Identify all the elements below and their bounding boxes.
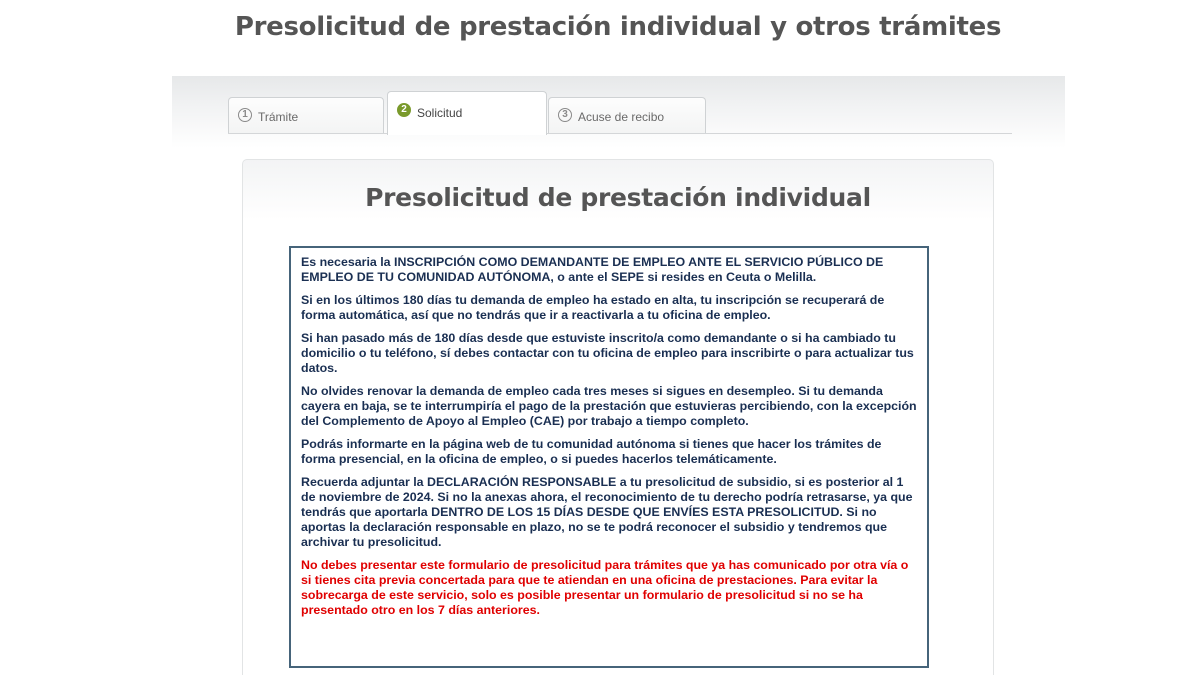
tab-solicitud[interactable] <box>387 91 547 135</box>
notice-box <box>289 246 929 668</box>
notice-paragraph-renovar: No olvides renovar la demanda de empleo cada tres meses si sigues en desempleo. Si tu demanda cayera en baja, se te interrumpiría el pago de la prestación que estuvieras percibiendo, con la excepción del Complemento de Apoyo al Empleo (CAE) por trabajo a tiempo completo. <box>301 384 917 428</box>
tab-tramite[interactable] <box>228 97 384 133</box>
tabs-baseline <box>228 133 1012 134</box>
notice-paragraph-declaracion: Recuerda adjuntar la DECLARACIÓN RESPONSABLE a tu presolicitud de subsidio, si es posterior al 1 de noviembre de 2024. Si no la anexas ahora, el reconocimiento de tu derecho podría retrasarse, ya que tendrás que aportarla DENTRO DE LOS 15 DÍAS DESDE QUE ENVÍES ESTA PRESOLICITUD. Si no aportas la declaración responsable en plazo, no se te podrá reconocer el subsidio y tendremos que archivar tu presolicitud. <box>301 475 913 549</box>
tab-acuse-de-recibo[interactable] <box>548 97 706 133</box>
step-1-circle-icon: 1 <box>238 108 252 122</box>
notice-paragraph-180-dias-pasados: Si han pasado más de 180 días desde que estuviste inscrito/a como demandante o si ha cambiado tu domicilio o tu teléfono, sí debes contactar con tu oficina de empleo para inscribirte o para actualizar tus datos. <box>301 331 914 375</box>
page-title: Presolicitud de prestación individual y otros trámites <box>234 12 1002 42</box>
notice-paragraph-inscripcion: Es necesaria la INSCRIPCIÓN COMO DEMANDANTE DE EMPLEO ANTE EL SERVICIO PÚBLICO DE EMPLEO DE TU COMUNIDAD AUTÓNOMA, o ante el SEPE si resides en Ceuta o Melilla. <box>301 255 884 284</box>
step-3-circle-icon: 3 <box>558 108 572 122</box>
notice-paragraph-informarte: Podrás informarte en la página web de tu comunidad autónoma si tienes que hacer los trámites de forma presencial, en la oficina de empleo, o si puedes hacerlos telemáticamente. <box>301 437 882 466</box>
notice-warning: No debes presentar este formulario de presolicitud para trámites que ya has comunicado por otra vía o si tienes cita previa concertada para que te atiendan en una oficina de prestaciones. Para evitar la sobrecarga de este servicio, solo es posible presentar un formulario de presolicitud si no se ha presentado otro en los 7 días anteriores. <box>301 558 909 617</box>
tab-tramite-label: Trámite <box>258 110 299 124</box>
notice-paragraph-180-dias-alta: Si en los últimos 180 días tu demanda de empleo ha estado en alta, tu inscripción se recuperará de forma automática, así que no tendrás que ir a reactivarla a tu oficina de empleo. <box>301 293 885 322</box>
tab-acuse-label: Acuse de recibo <box>578 110 665 124</box>
tab-solicitud-label: Solicitud <box>417 106 463 120</box>
section-title: Presolicitud de prestación individual <box>365 183 871 212</box>
step-2-circle-icon: 2 <box>397 103 411 117</box>
